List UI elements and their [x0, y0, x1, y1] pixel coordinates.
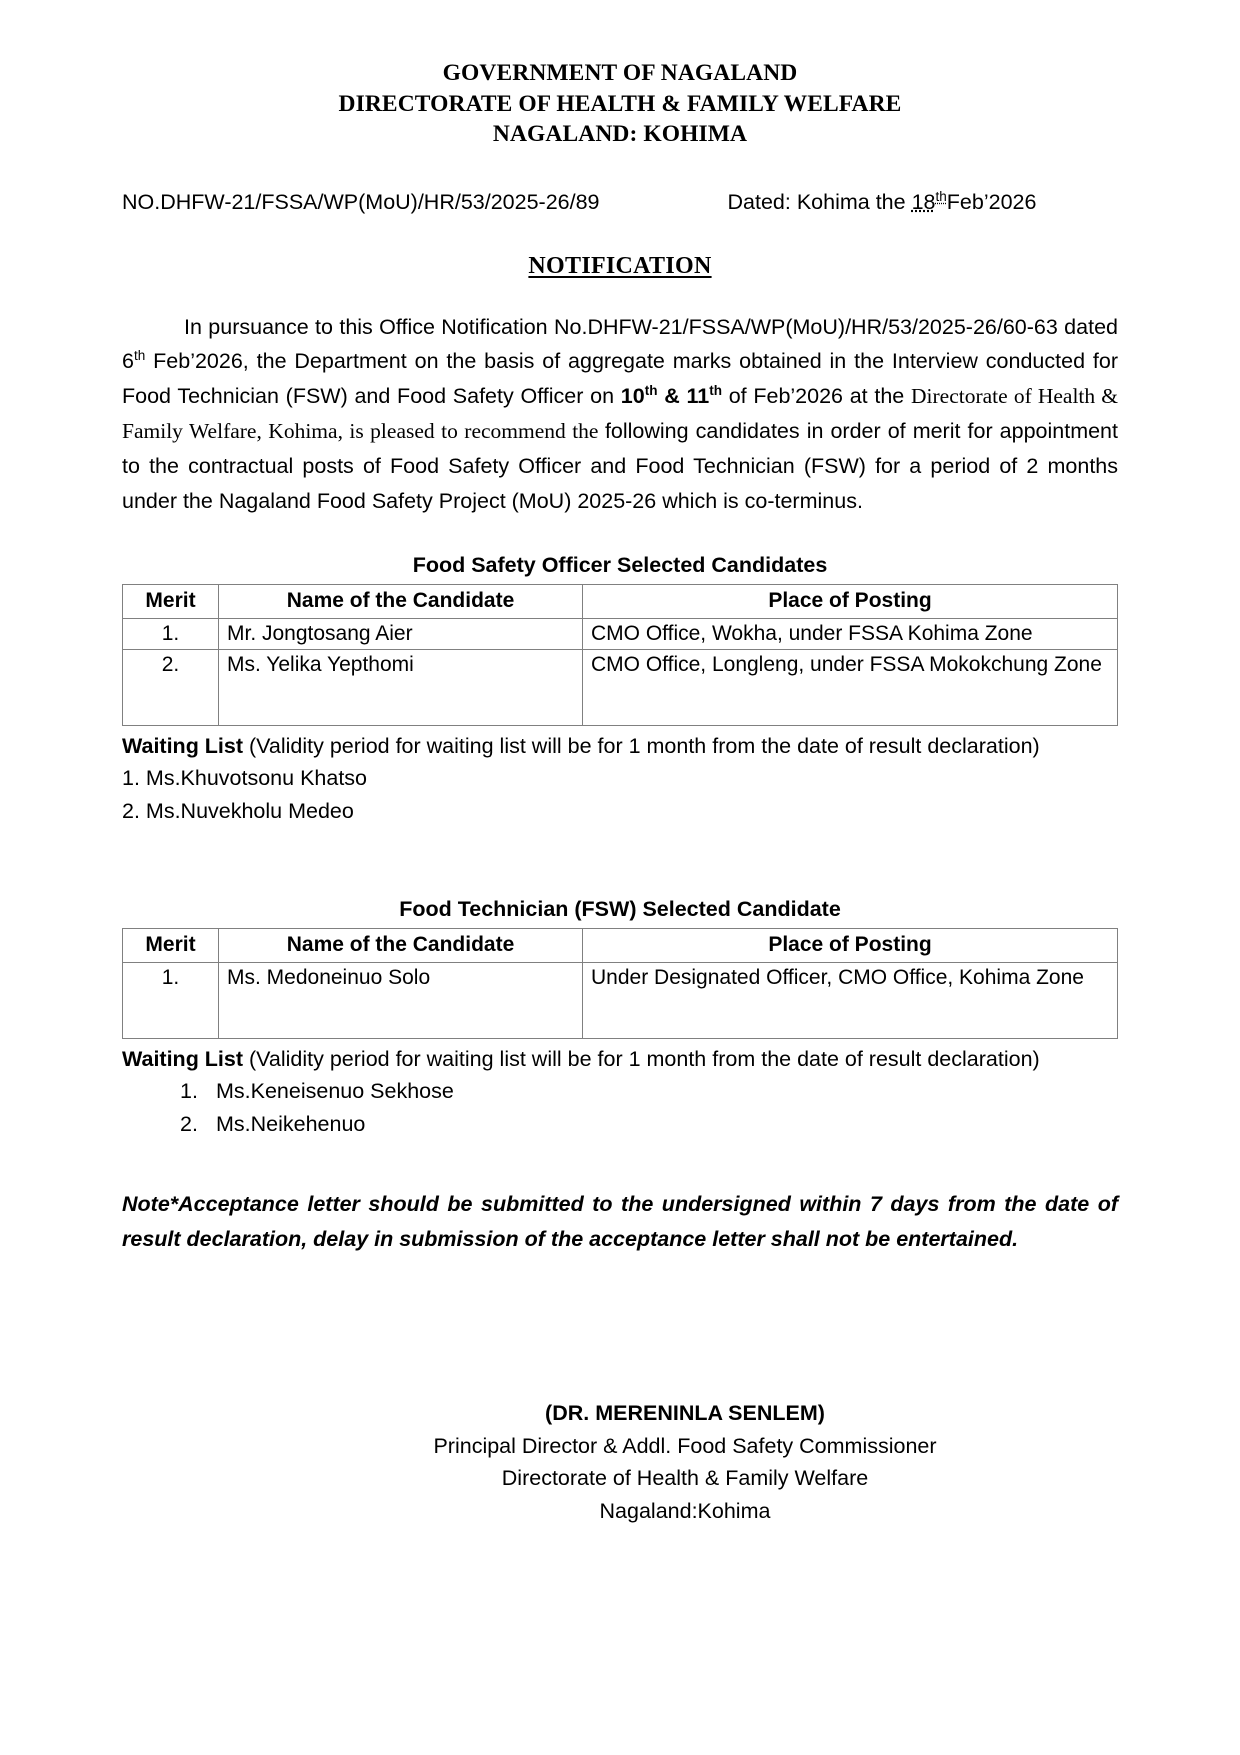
list-item: [122, 1075, 1118, 1108]
list-item-label: Ms.Keneisenuo Sekhose: [216, 1078, 454, 1103]
column-header-place: Place of Posting: [583, 584, 1118, 618]
masthead-line-directorate: DIRECTORATE OF HEALTH & FAMILY WELFARE: [338, 90, 902, 117]
column-header-name: Name of the Candidate: [219, 928, 583, 962]
masthead-line-government: GOVERNMENT OF NAGALAND: [442, 60, 798, 86]
date-day-suffix: th: [935, 188, 947, 204]
page-title-text: NOTIFICATION: [528, 252, 712, 279]
signatory-office: Directorate of Health & Family Welfare: [501, 1466, 869, 1491]
fso-table-caption: Food Safety Officer Selected Candidates: [412, 552, 828, 577]
list-item: [122, 1108, 1118, 1141]
masthead-line-location: NAGALAND: KOHIMA: [492, 121, 748, 148]
section-spacer: [122, 829, 1118, 863]
date-day: 18: [911, 189, 936, 214]
cell-name: Ms. Yelika Yepthomi: [219, 649, 583, 725]
body-segment-6: following candidates in order of merit for appointment to the contractual posts of Food Safety Officer and Food Technician (FSW) for a period of 2 months under the Nagaland Food Safety Project (MoU) 2025-26 which is co-terminus.: [122, 419, 1118, 513]
body-segment-5-serif: Directorate of Health & Family Welfare, Kohima, is pleased to recommend the: [122, 384, 1119, 444]
list-item-number: 2.: [180, 1112, 198, 1137]
signatory-name: (DR. MERENINLA SENLEM): [545, 1401, 825, 1426]
reference-line: [122, 188, 1118, 217]
body-date-10: 10: [620, 384, 645, 409]
body-segment-2: Feb’2026, the Department on the basis of aggregate marks obtained in the Interview conducted for Food Technician (FSW) and Food Safety Officer on: [122, 349, 1118, 409]
body-date-mid: & 11: [657, 384, 710, 409]
fso-candidates-table: [122, 584, 1118, 726]
cell-place: Under Designated Officer, CMO Office, Kohima Zone: [583, 962, 1118, 1038]
list-item-label: Ms.Neikehenuo: [216, 1112, 366, 1137]
date-prefix: Dated: Kohima the: [727, 189, 912, 214]
body-segment-1: In pursuance to this Office Notification No.DHFW-21/FSSA/WP(MoU)/HR/53/2025-26/60-63 dated 6: [122, 314, 1118, 374]
column-header-merit: Merit: [123, 928, 219, 962]
reference-date: [728, 188, 1037, 217]
signature-block: [122, 1397, 1118, 1528]
cell-name: Mr. Jongtosang Aier: [219, 618, 583, 649]
list-item-number: 1.: [180, 1078, 198, 1103]
body-sup-6th: th: [133, 348, 146, 364]
waiting-list-label: Waiting List: [122, 1046, 244, 1071]
table-row: [123, 962, 1118, 1038]
ft-waiting-list-heading: [122, 1043, 1118, 1075]
body-segment-4: of Feb’2026 at the: [721, 384, 911, 409]
table-header-row: [123, 928, 1118, 962]
waiting-list-note: (Validity period for waiting list will be for 1 month from the date of result declaration): [243, 733, 1040, 758]
table-row: [123, 649, 1118, 725]
table-header-row: [123, 584, 1118, 618]
date-rest: Feb’2026: [946, 189, 1037, 214]
masthead: [122, 58, 1118, 150]
cell-place: CMO Office, Wokha, under FSSA Kohima Zone: [583, 618, 1118, 649]
signatory-designation: Principal Director & Addl. Food Safety Commissioner: [433, 1433, 937, 1458]
list-item: 1. Ms.Khuvotsonu Khatso: [122, 765, 368, 790]
ft-candidates-table: [122, 928, 1118, 1039]
body-date-10-sup: th: [644, 383, 658, 399]
list-item: 2. Ms.Nuvekholu Medeo: [122, 799, 354, 824]
table-row: [123, 618, 1118, 649]
reference-number: NO.DHFW-21/FSSA/WP(MoU)/HR/53/2025-26/89: [122, 189, 600, 214]
fso-waiting-list-heading: [122, 730, 1118, 762]
signatory-location: Nagaland:Kohima: [599, 1499, 771, 1524]
body-date-11-sup: th: [709, 383, 722, 399]
acceptance-note: Note*Acceptance letter should be submitted to the undersigned within 7 days from the date of result declaration, delay in submission of the acceptance letter shall not be entertained.: [122, 1192, 1118, 1252]
ft-table-caption: Food Technician (FSW) Selected Candidate: [399, 896, 841, 921]
cell-name: Ms. Medoneinuo Solo: [219, 962, 583, 1038]
cell-merit: 1.: [123, 962, 219, 1038]
waiting-list-label: Waiting List: [122, 733, 244, 758]
cell-merit: 2.: [123, 649, 219, 725]
page-title: [122, 253, 1118, 280]
cell-merit: 1.: [123, 618, 219, 649]
cell-place: CMO Office, Longleng, under FSSA Mokokchung Zone: [583, 649, 1118, 725]
column-header-name: Name of the Candidate: [219, 584, 583, 618]
column-header-merit: Merit: [123, 584, 219, 618]
column-header-place: Place of Posting: [583, 928, 1118, 962]
waiting-list-note: (Validity period for waiting list will be for 1 month from the date of result declaration): [243, 1046, 1040, 1071]
notification-body: [122, 310, 1118, 519]
